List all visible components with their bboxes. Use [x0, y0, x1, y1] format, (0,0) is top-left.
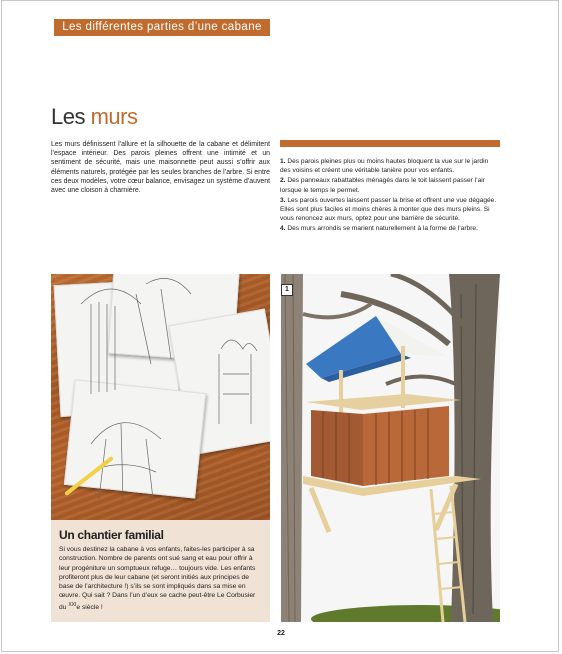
title-part-les: Les — [51, 104, 85, 129]
photo-number-badge: 1 — [281, 284, 293, 296]
page-number: 22 — [277, 630, 285, 637]
pencil-sketches — [51, 274, 270, 520]
page-title — [51, 104, 138, 130]
sidebar-text: Si vous destinez la cabane à vos enfants, faites-les participer à sa construction. Nombre de parents ont sué sang et eau pour offrir à leur progéniture un somptueux refuge… toujours vide. Les enfants profiteront plus de leur cabane (et seront initiés aux principes de base de l’architecture !) s’ils se sont impliqués dans sa mise en œuvre. Qui sait ? Dans l’un d’eux se cache peut-être Le Corbusier du $^{XXI}$e siècle ! — [59, 546, 256, 612]
section-banner: Les différentes parties d’une cabane — [54, 19, 270, 36]
tip-item: 2. Des panneaux rabattables ménagés dans le toit laissent passer l’air lorsque le temps le permet. — [280, 177, 485, 194]
century-superscript: XXI — [68, 601, 77, 608]
sidebar-title: Un chantier familial — [59, 528, 164, 542]
tip-item: 4. Des murs arrondis se marient naturellement à la forme de l’arbre. — [280, 225, 478, 233]
intro-paragraph: Les murs définissent l’allure et la silhouette de la cabane et délimitent l’espace intérieur. Des parois pleines offrent une intimité et un sentiment de sécurité, mais une maisonnette peut aussi s’offrir aux éléments naturels, protégée par les seules branches de l’arbre. Si entre ces deux modèles, votre cœur balance, envisagez un système d’auvent avec une cloison à charnière. — [51, 141, 270, 195]
sidebar-box — [51, 520, 270, 622]
tips-list — [280, 157, 500, 234]
treehouse-photo — [281, 274, 500, 622]
drawings-photo — [51, 274, 270, 520]
accent-rule — [280, 140, 500, 147]
title-part-murs: murs — [90, 104, 138, 129]
treehouse-illustration — [281, 274, 500, 622]
tip-item: 1. Des parois pleines plus ou moins hautes bloquent la vue sur le jardin des voisins et créent une véritable tanière pour vos enfants. — [280, 158, 489, 175]
tip-item: 3. Les parois ouvertes laissent passer la brise et offrent une vue dégagée. Elles sont plus faciles et moins chères à monter que des murs pleins. Si vous renoncez aux murs, optez pour une barrière de sécurité. — [280, 196, 497, 223]
